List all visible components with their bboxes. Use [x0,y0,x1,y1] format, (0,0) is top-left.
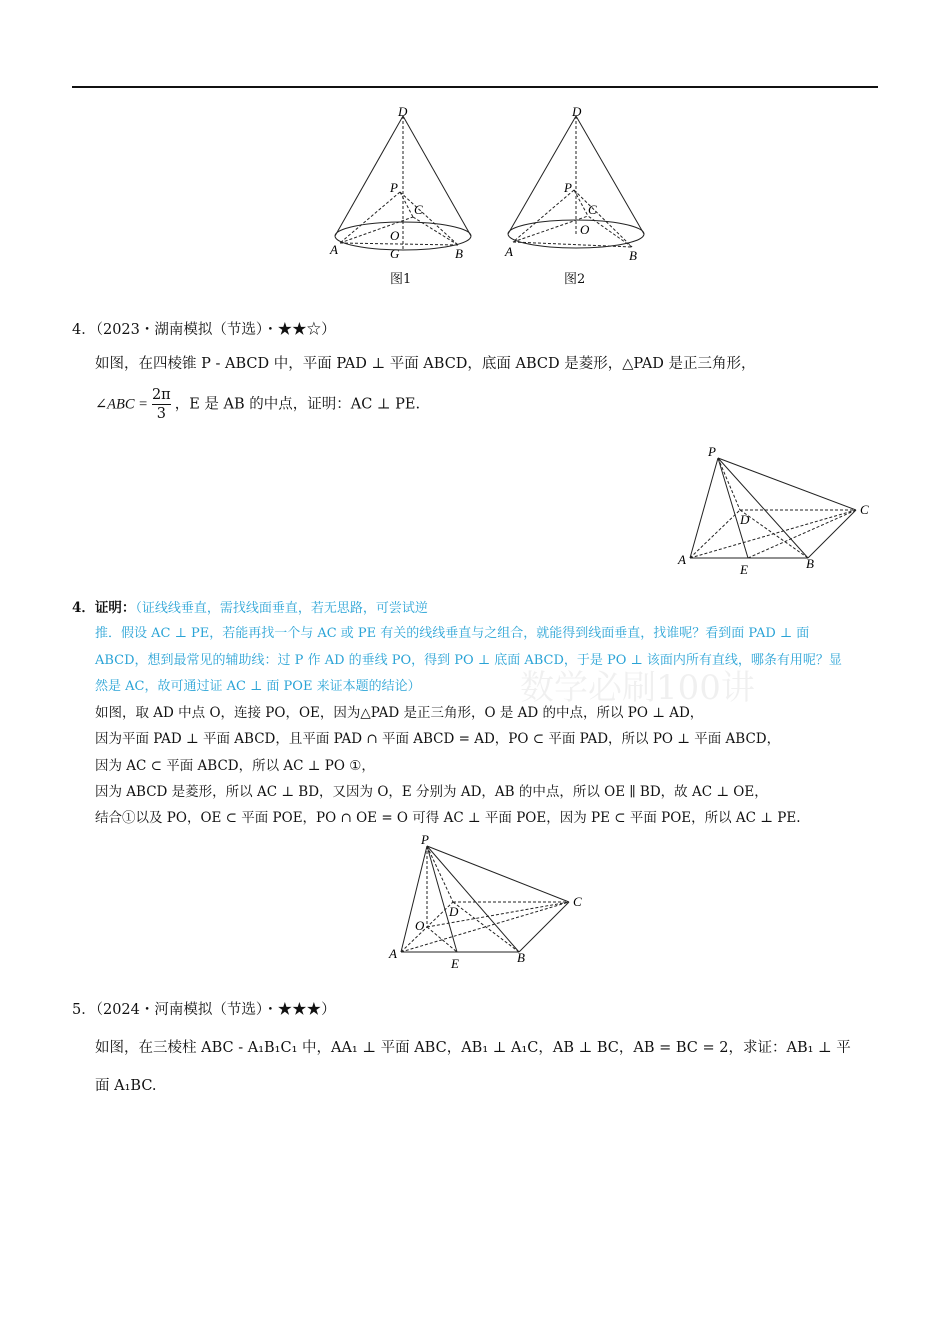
problem4-number: 4． [72,322,96,338]
p4-label-C: C [860,502,869,517]
cone-figure-2 [508,116,644,248]
p4-label-E: E [740,562,748,577]
solution4-step-4: 因为 ABCD 是菱形，所以 AC ⊥ BD，又因为 O，E 分别为 AD，AB 的中点，所以 OE ∥ BD，故 AC ⊥ OE， [95,784,768,800]
fig1-label-D: D [398,104,408,119]
header-rule [72,86,878,88]
fraction-denominator: 3 [156,406,166,422]
p4-label-B: B [806,556,814,571]
solution4-first-line [72,598,428,619]
problem4-line2-rest: ，E 是 AB 的中点，证明：AC ⊥ PE. [174,396,421,413]
s4-label-B: B [517,950,525,965]
problem4-line2 [95,386,420,423]
fig2-label-D: D [572,104,582,119]
problem4-angle: ∠ABC = [95,396,148,413]
s4-label-E: E [451,956,459,971]
fig1-caption: 图1 [390,272,412,287]
problem4-fraction [152,386,171,423]
solution4-step-5: 结合①以及 PO，OE ⊂ 平面 POE，PO ∩ OE = O 可得 AC ⊥ 平面 POE，因为 PE ⊂ 平面 POE，所以 AC ⊥ PE. [95,810,801,826]
fig1-label-B: B [455,246,463,261]
fig1-label-P: P [390,180,398,195]
s4-label-O: O [415,918,425,933]
solution4-step-2: 因为平面 PAD ⊥ 平面 ABCD，且平面 PAD ∩ 平面 ABCD = AD，PO ⊂ 平面 PAD，所以 PO ⊥ 平面 ABCD， [95,731,781,747]
fig2-label-C: C [588,202,597,217]
fig1-label-A: A [330,242,338,257]
problem4-header [72,320,336,340]
cone-figures [320,100,660,290]
fig2-label-B: B [629,248,637,263]
fig1-label-G: G [390,246,400,261]
solution4-hint-1: （证线线垂直，需找线面垂直，若无思路，可尝试逆 [135,601,428,616]
problem4-source: （2023・湖南模拟（节选）・★★☆） [95,322,336,338]
solution4-hint-2: 推．假设 AC ⊥ PE，若能再找一个与 AC 或 PE 有关的线线垂直与之组合，就能得到线面垂直，找谁呢？看到面 PAD ⊥ 面 [95,626,810,641]
fig2-label-P: P [564,180,572,195]
problem5-header [72,1000,336,1020]
fig2-caption: 图2 [564,272,586,287]
solution4-hint-3: ABCD，想到最常见的辅助线：过 P 作 AD 的垂线 PO，得到 PO ⊥ 底面 ABCD，于是 PO ⊥ 该面内所有直线，哪条有用呢？显 [95,653,842,668]
solution4-step-1: 如图，取 AD 中点 O，连接 PO，OE，因为△PAD 是正三角形，O 是 AD 的中点，所以 PO ⊥ AD， [95,705,704,721]
problem5-line1: 如图，在三棱柱 ABC - A₁B₁C₁ 中，AA₁ ⊥ 平面 ABC，AB₁ ⊥ A₁C，AB ⊥ BC，AB = BC = 2，求证：AB₁ ⊥ 平 [95,1040,851,1056]
problem5-number: 5． [72,1002,96,1018]
problem4-line1: 如图，在四棱锥 P - ABCD 中，平面 PAD ⊥ 平面 ABCD，底面 ABCD 是菱形，△PAD 是正三角形， [95,356,756,372]
problem5-source: （2024・河南模拟（节选）・★★★） [95,1002,336,1018]
fig2-label-A: A [505,244,513,259]
solution4-step-3: 因为 AC ⊂ 平面 ABCD，所以 AC ⊥ PO ①， [95,758,375,774]
s4-label-A: A [389,946,397,961]
watermark: 数学必刷100讲 [520,668,755,708]
problem5-line2: 面 A₁BC. [95,1078,157,1094]
s4-label-C: C [573,894,582,909]
p4-label-P: P [708,444,716,459]
solution4-figure [385,830,595,975]
fig1-label-O: O [390,228,400,243]
p4-label-D: D [740,512,750,527]
s4-label-D: D [449,904,459,919]
cone-figure-1 [335,116,471,250]
fig1-label-C: C [414,202,423,217]
solution4-label: 4．证明： [72,600,136,616]
fraction-numerator: 2π [151,387,171,403]
p4-label-A: A [678,552,686,567]
s4-label-P: P [421,832,429,847]
solution4-hint-4: 然是 AC，故可通过证 AC ⊥ 面 POE 来证本题的结论） [95,679,421,694]
problem4-figure [670,440,880,580]
fig2-label-O: O [580,222,590,237]
